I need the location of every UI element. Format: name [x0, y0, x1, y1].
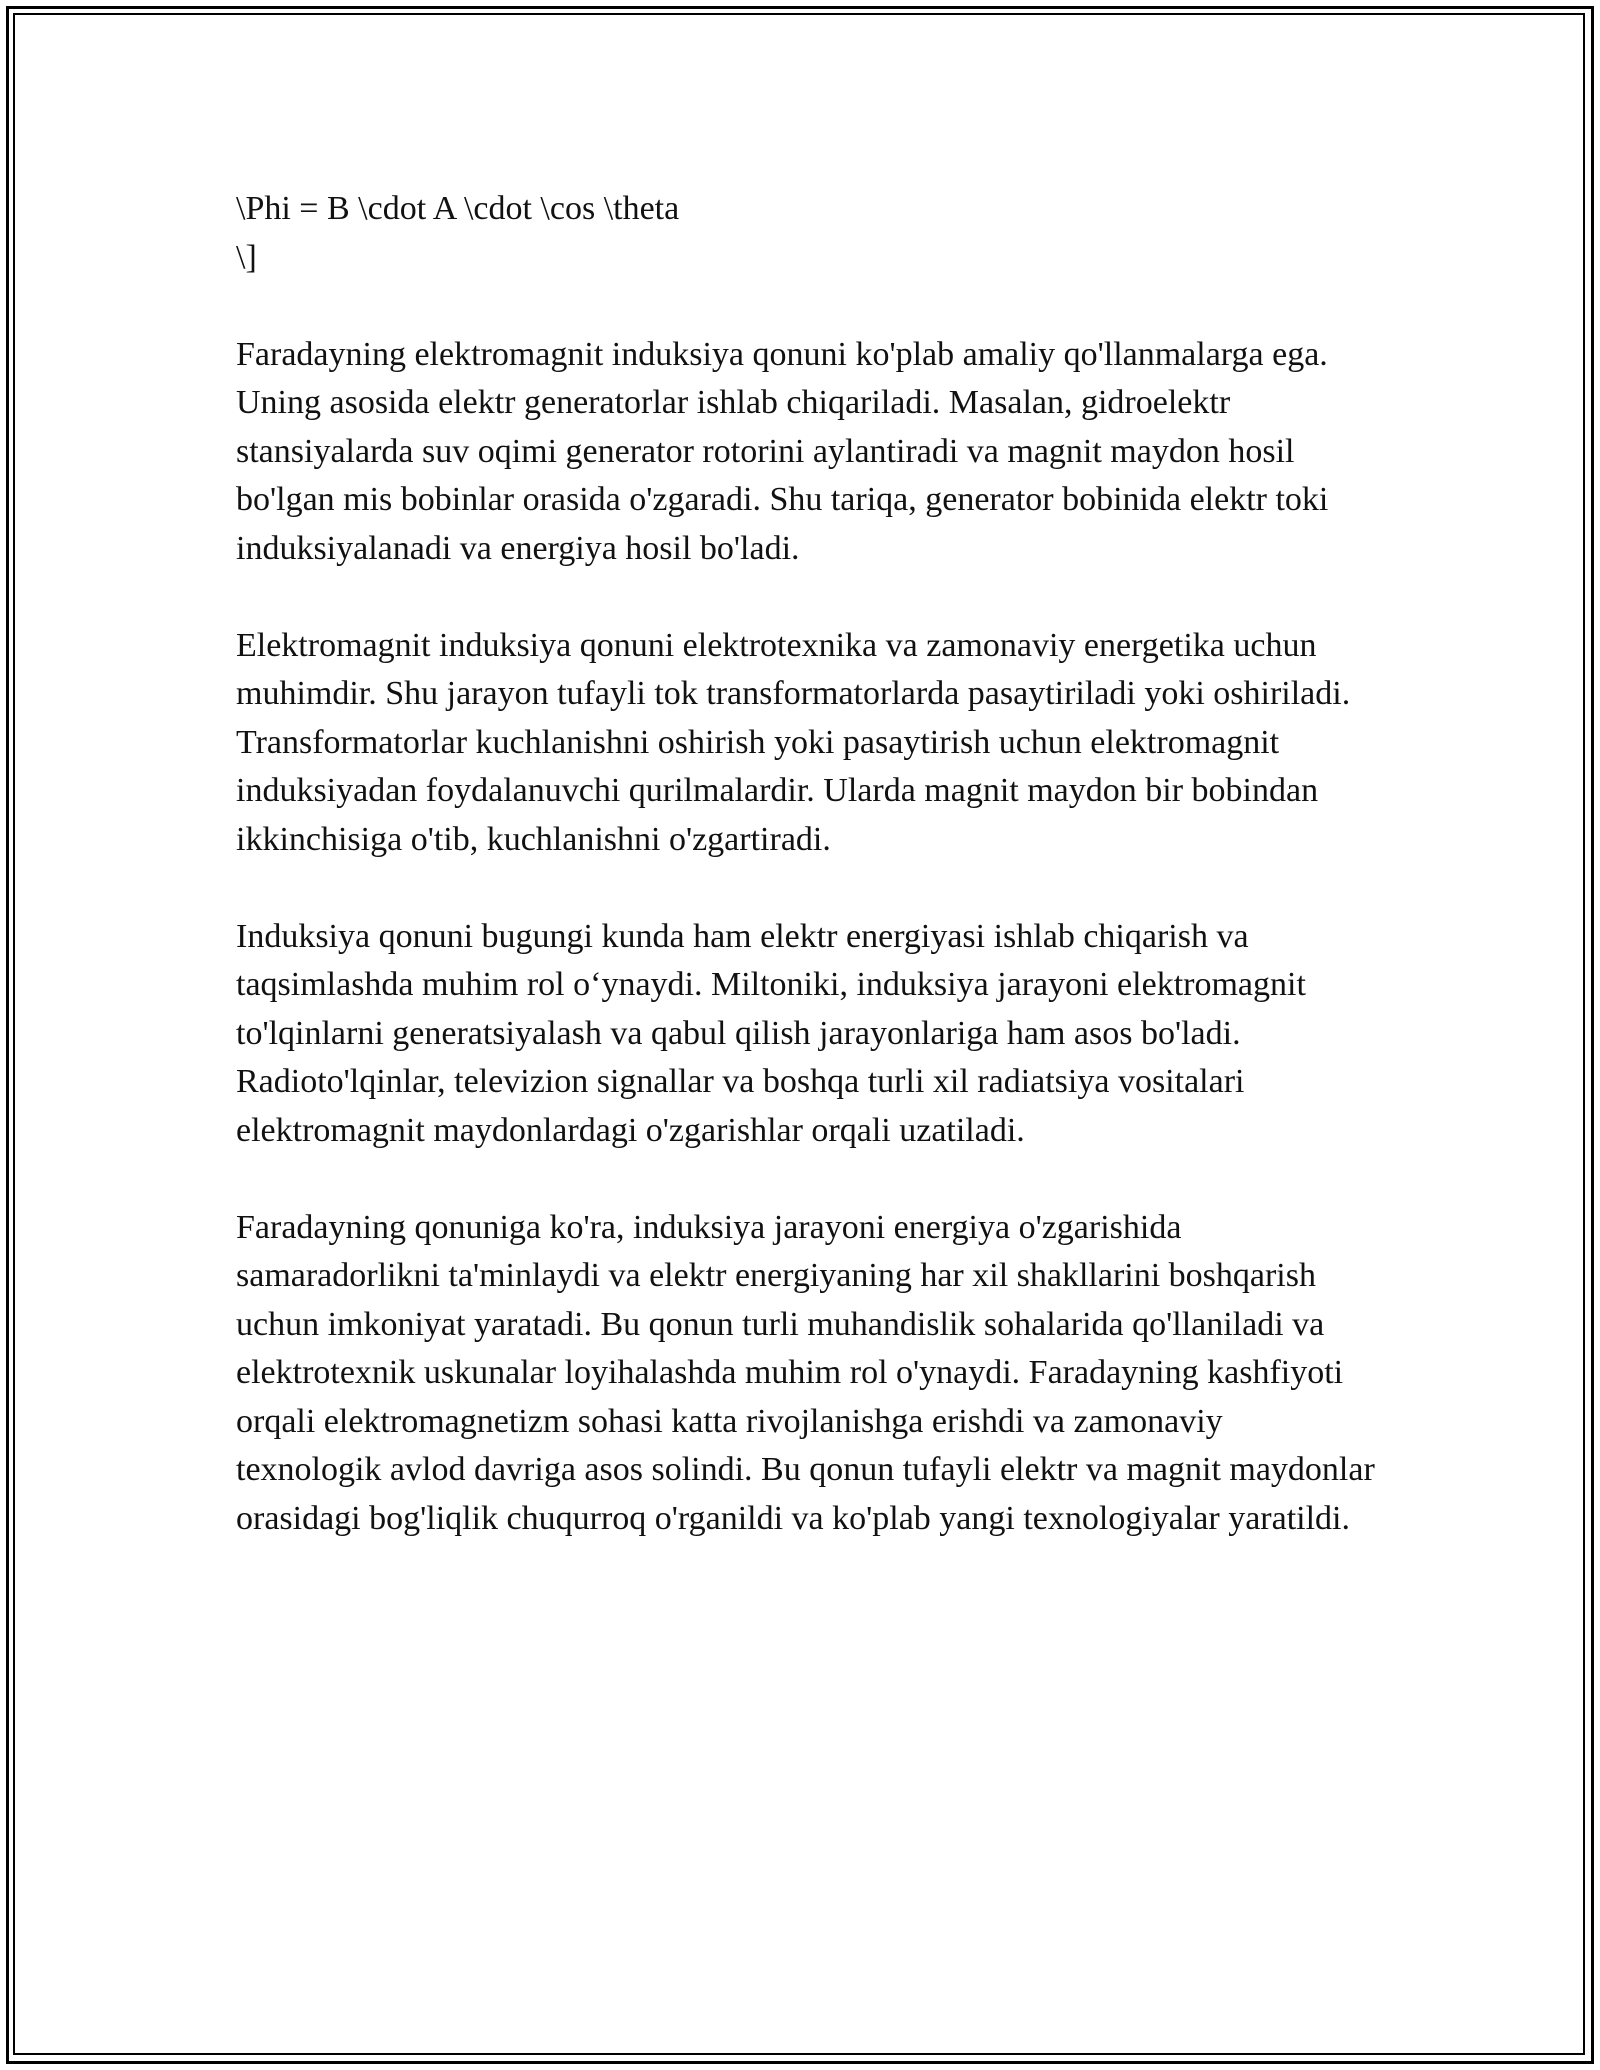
- paragraph-spacer: [236, 1155, 1376, 1204]
- paragraph-spacer: [236, 282, 1376, 331]
- paragraph-generators: Faradayning elektromagnit induksiya qonuni ko'plab amaliy qo'llanmalarga ega. Uning asosida elektr generatorlar ishlab chiqariladi. Masalan, gidroelektr stansiyalarda suv oqimi generator rotorini aylantiradi va magnit maydon hosil bo'lgan mis bobinlar orasida o'zgaradi. Shu tariqa, generator bobinida elektr toki induksiyalanadi va energiya hosil bo'ladi.: [236, 335, 1329, 567]
- paragraph-electromagnetic-waves: Induksiya qonuni bugungi kunda ham elektr energiyasi ishlab chiqarish va taqsimlashda muhim rol o‘ynaydi. Miltoniki, induksiya jarayoni elektromagnit to'lqinlarni generatsiyalash va qabul qilish jarayonlariga ham asos bo'ladi. Radioto'lqinlar, televizion signallar va boshqa turli xil radiatsiya vositalari elektromagnit maydonlardagi o'zgarishlar orqali uzatiladi.: [236, 917, 1306, 1149]
- document-body: [236, 185, 1376, 1543]
- formula-closing-line: \]: [236, 238, 257, 276]
- paragraph-spacer: [236, 573, 1376, 622]
- paragraph-transformers: Elektromagnit induksiya qonuni elektrotexnika va zamonaviy energetika uchun muhimdir. Shu jarayon tufayli tok transformatorlarda pasaytiriladi yoki oshiriladi. Transformatorlar kuchlanishni oshirish yoki pasaytirish uchun elektromagnit induksiyadan foydalanuvchi qurilmalardir. Ularda magnit maydon bir bobindan ikkinchisiga o'tib, kuchlanishni o'zgartiradi.: [236, 626, 1351, 858]
- formula-line: \Phi = B \cdot A \cdot \cos \theta: [236, 190, 680, 227]
- paragraph-spacer: [236, 864, 1376, 913]
- paragraph-conclusion: Faradayning qonuniga ko'ra, induksiya jarayoni energiya o'zgarishida samaradorlikni ta'minlaydi va elektr energiyaning har xil shakllarini boshqarish uchun imkoniyat yaratadi. Bu qonun turli muhandislik sohalarida qo'llaniladi va elektrotexnik uskunalar loyihalashda muhim rol o'ynaydi. Faradayning kashfiyoti orqali elektromagnetizm sohasi katta rivojlanishga erishdi va zamonaviy texnologik avlod davriga asos solindi. Bu qonun tufayli elektr va magnit maydonlar orasidagi bog'liqlik chuqurroq o'rganildi va ko'plab yangi texnologiyalar yaratildi.: [236, 1208, 1375, 1537]
